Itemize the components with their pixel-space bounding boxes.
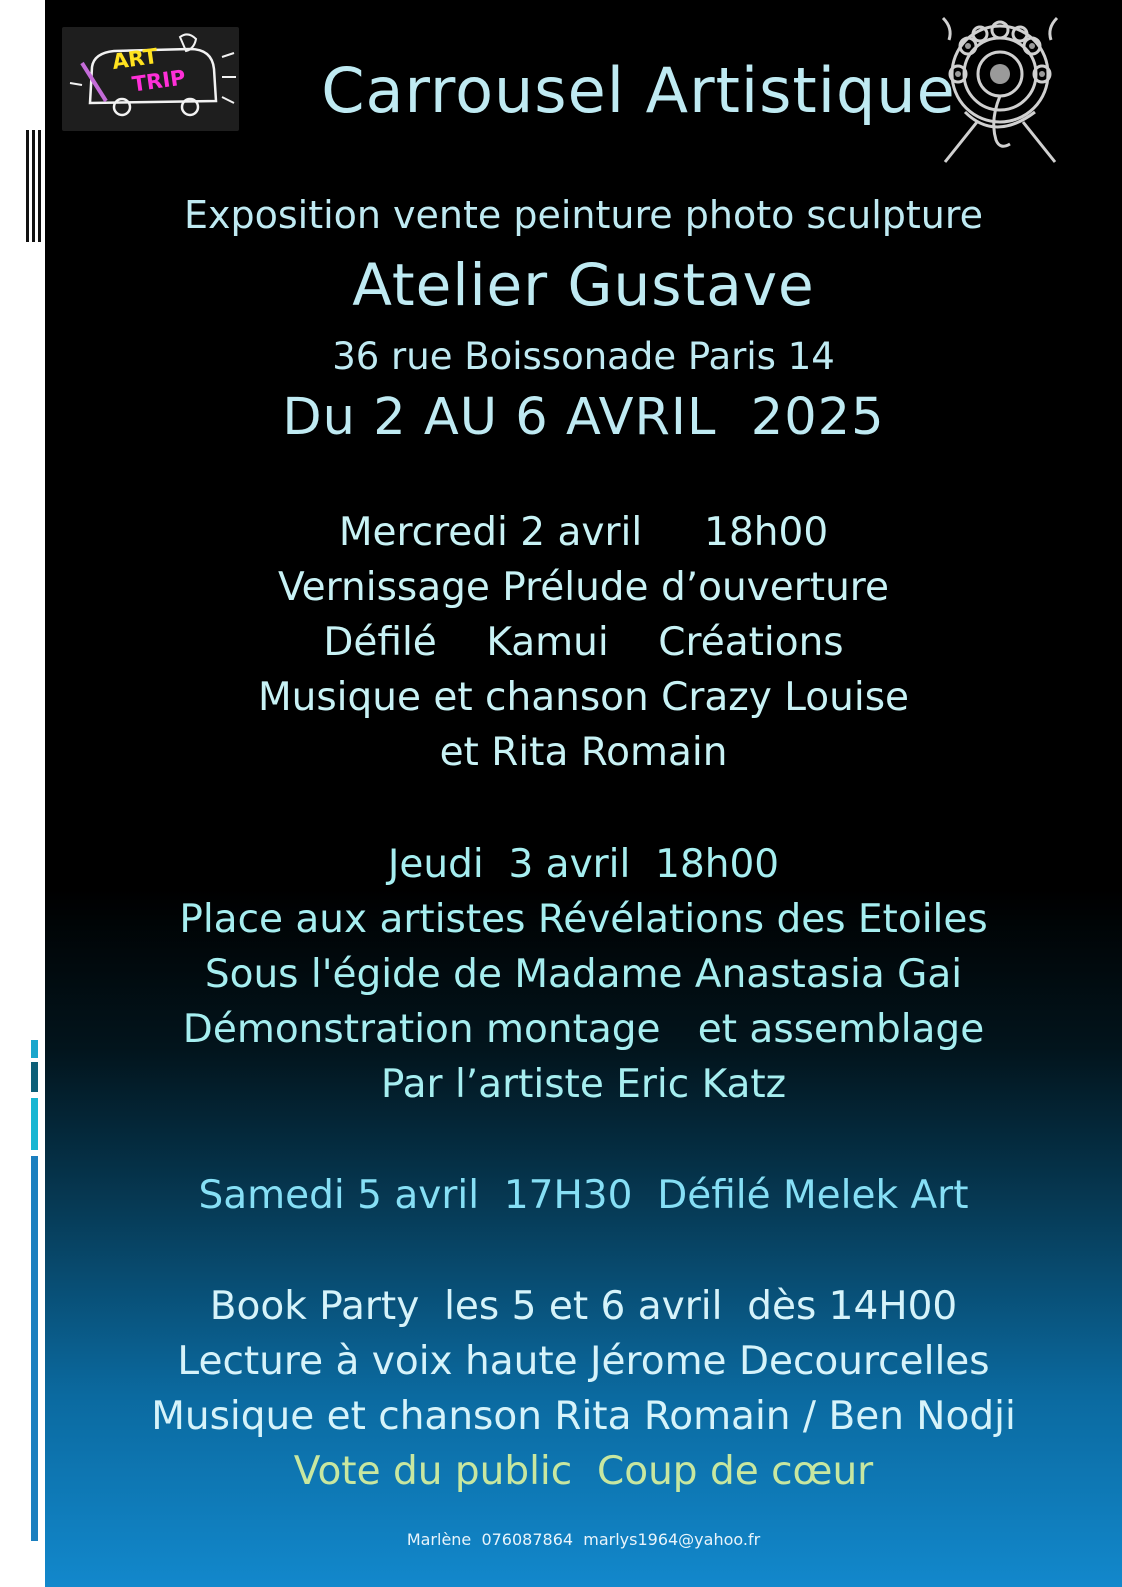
logo-word-trip: TRIP [130,65,188,97]
edge-bar-3 [31,1098,38,1150]
edge-bar-2 [31,1062,38,1092]
venue-name: Atelier Gustave [352,251,815,319]
left-margin [0,0,45,1587]
poster-title: Carrousel Artistique [321,54,956,127]
program-line: Musique et chanson Crazy Louise [257,675,910,720]
logo-word-art: ART [110,43,160,75]
event-subtitle: Exposition vente peinture photo sculpture [183,193,984,237]
program-line: Vernissage Prélude d’ouverture [278,565,889,610]
program-line: Par l’artiste Eric Katz [380,1062,787,1107]
program-line: Démonstration montage et assemblage [182,1007,985,1052]
program-line: Book Party les 5 et 6 avril dès 14H00 [209,1284,958,1329]
program-line: et Rita Romain [439,730,728,775]
edge-mark-top [26,130,42,242]
edge-bar-1 [31,1040,38,1058]
event-dates: Du 2 AU 6 AVRIL 2025 [282,388,885,447]
program-line: Sous l'égide de Madame Anastasia Gai [204,952,963,997]
edge-bar-4 [31,1156,38,1541]
poster [45,0,1122,1587]
program-line: Défilé Kamui Créations [323,620,844,665]
venue-address: 36 rue Boissonade Paris 14 [332,335,835,378]
program-line: Place aux artistes Révélations des Etoiles [179,897,988,942]
program-line: Samedi 5 avril 17H30 Défilé Melek Art [198,1173,969,1218]
program-line: Jeudi 3 avril 18h00 [387,842,780,887]
program-line: Lecture à voix haute Jérome Decourcelles [177,1339,990,1384]
contact-footer: Marlène 076087864 marlys1964@yahoo.fr [406,1530,761,1549]
program-line: Mercredi 2 avril 18h00 [338,510,829,555]
program-line: Musique et chanson Rita Romain / Ben Nodji [151,1394,1016,1439]
vote-line: Vote du public Coup de cœur [293,1449,874,1494]
